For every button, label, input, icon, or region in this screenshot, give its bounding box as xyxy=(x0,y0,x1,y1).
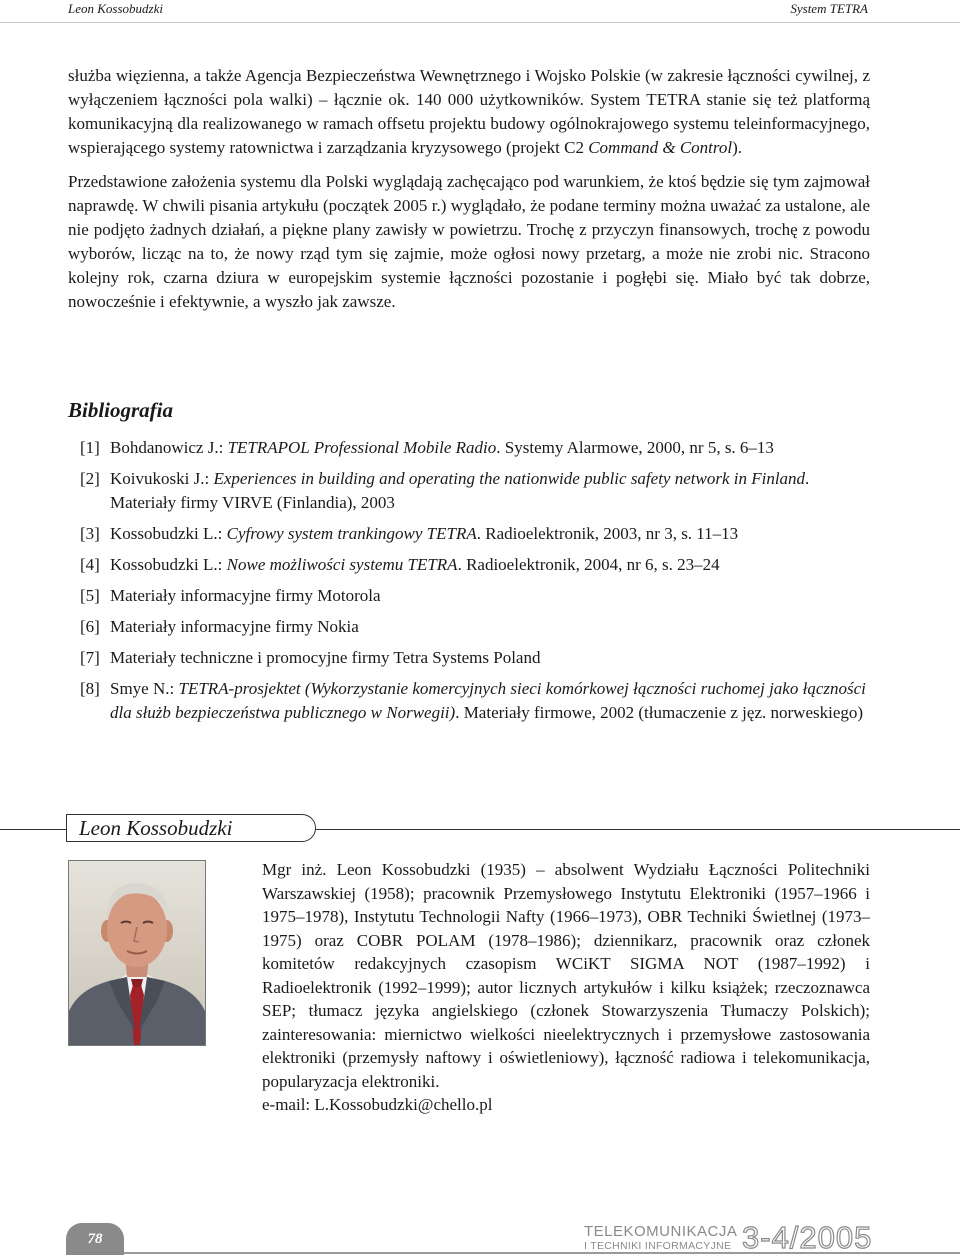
bibliography-number: [6] xyxy=(80,617,100,636)
paragraph-1-text: służba więzienna, a także Agencja Bezpieczeństwa Wewnętrznego i Wojsko Polskie (w zakresie łączności cywilnej, z wyłączeniem łączności pola walki) – łącznie ok. 140 000 użytkowników. System TETRA stanie się też platformą komunikacyjną dla realizowanego w ramach offsetu projektu budowy ogólnokrajowego systemu teleinformacyjnego, wspierającego systemy ratownictwa i zarządzania kryzysowego (projekt C2 xyxy=(68,66,870,157)
bibliography-title: Experiences in building and operating the nationwide public safety network in Finland xyxy=(213,469,806,488)
bibliography-item xyxy=(80,584,870,608)
bibliography-source: . Systemy Alarmowe, 2000, nr 5, s. 6–13 xyxy=(496,438,774,457)
bibliography-number: [8] xyxy=(80,679,100,698)
paragraph-1 xyxy=(68,64,870,160)
bibliography-list xyxy=(80,436,870,732)
bibliography-title: TETRAPOL Professional Mobile Radio xyxy=(227,438,497,457)
bibliography-author: Koivukoski J.: xyxy=(110,469,214,488)
bibliography-title: Cyfrowy system trankingowy TETRA xyxy=(226,524,477,543)
bibliography-item xyxy=(80,522,870,546)
author-name-tab: Leon Kossobudzki xyxy=(66,814,316,842)
bibliography-item xyxy=(80,467,870,515)
bibliography-item xyxy=(80,553,870,577)
bibliography-title: Nowe możliwości systemu TETRA xyxy=(226,555,458,574)
author-email: e-mail: L.Kossobudzki@chello.pl xyxy=(262,1095,493,1114)
bibliography-heading: Bibliografia xyxy=(68,398,174,422)
bibliography-author: Bohdanowicz J.: xyxy=(110,438,228,457)
bibliography-item xyxy=(80,436,870,460)
author-portrait-image xyxy=(69,861,205,1045)
header-title: System TETRA xyxy=(790,1,868,16)
issue-number: 3-4/2005 xyxy=(742,1220,873,1255)
article-body xyxy=(68,64,870,324)
paragraph-1-end: ). xyxy=(732,138,743,157)
bibliography-title: TETRA-prosjektet (Wykorzystanie komercyjnych sieci komórkowej łączności ruchomej jako łączności dla służb bezpieczeństwa publicznego w Norwegii) xyxy=(110,679,866,722)
bibliography-item xyxy=(80,646,870,670)
bibliography-author: Kossobudzki L.: xyxy=(110,555,227,574)
bibliography-number: [5] xyxy=(80,586,100,605)
author-name-band xyxy=(0,814,960,844)
bibliography-number: [1] xyxy=(80,438,100,457)
paragraph-1-italic: Command & Control xyxy=(588,138,733,157)
page-number: 78 xyxy=(66,1223,124,1255)
bibliography-author: Smye N.: xyxy=(110,679,179,698)
journal-name-line2: I TECHNIKI INFORMACYJNE xyxy=(584,1240,732,1252)
bibliography-source: . Materiały firmowe, 2002 (tłumaczenie z jęz. norweskiego) xyxy=(455,703,864,722)
journal-name-line1: TELEKOMUNIKACJA xyxy=(584,1223,738,1240)
bibliography-author: Kossobudzki L.: xyxy=(110,524,227,543)
author-bio xyxy=(262,858,870,1117)
bibliography-author: Materiały informacyjne firmy Motorola xyxy=(110,586,381,605)
bibliography-item xyxy=(80,677,870,725)
bibliography-number: [3] xyxy=(80,524,100,543)
bibliography-number: [4] xyxy=(80,555,100,574)
bibliography-author: Materiały informacyjne firmy Nokia xyxy=(110,617,359,636)
author-photo xyxy=(68,860,206,1046)
paragraph-2: Przedstawione założenia systemu dla Polski wyglądają zachęcająco pod warunkiem, że ktoś będzie się tym zajmował naprawdę. W chwili pisania artykułu (początek 2005 r.) wyglądało, że podane terminy można uważać za ustalone, ale nie podjęto żadnych działań, a piękne plany zawisły w powietrzu. Trochę z przyczyn finansowych, trochę z powodu wyborów, licząc na to, że nowy rząd tym się zajmie, może ogłosi nowy przetarg, a może nie zrobi nic. Stracono kolejny rok, czarna dziura w europejskim systemie łączności pozostanie i pogłębi się. Miało być tak dobrze, nowocześnie i efektywnie, a wyszło jak zawsze. xyxy=(68,172,870,311)
header-author: Leon Kossobudzki xyxy=(68,1,163,16)
bibliography-source: . Radioelektronik, 2004, nr 6, s. 23–24 xyxy=(457,555,720,574)
author-bio-text: Mgr inż. Leon Kossobudzki (1935) – absolwent Wydziału Łączności Politechniki Warszawskiej (1958); pracownik Przemysłowego Instytutu Elektroniki (1957–1966 i 1975–1978), Instytutu Technologii Nafty (1966–1973), OBR Techniki Świetlnej (1973–1975) oraz COBR POLAM (1978–1986); dziennikarz, pracownik oraz członek komitetów redakcyjnych czasopism WCiKT SIGMA NOT (1987–1992) i Radioelektronik (1992–1999); autor licznych artykułów i kilku książek; rzeczoznawca SEP; tłumacz języka angielskiego (członek Stowarzyszenia Tłumaczy Polskich); zainteresowania: miernictwo wielkości nieelektrycznych i przemysłowe zastosowania elektroniki (przemysły naftowy i oświetleniowy), łączność radiowa i telekomunikacja, popularyzacja elektroniki. xyxy=(262,860,870,1091)
bibliography-number: [2] xyxy=(80,469,100,488)
running-header xyxy=(0,0,960,23)
bibliography-source: . Materiały firmy VIRVE (Finlandia), 2003 xyxy=(110,469,810,512)
bibliography-source: . Radioelektronik, 2003, nr 3, s. 11–13 xyxy=(476,524,739,543)
bibliography-author: Materiały techniczne i promocyjne firmy Tetra Systems Poland xyxy=(110,648,541,667)
journal-name xyxy=(584,1224,744,1253)
bibliography-item xyxy=(80,615,870,639)
bibliography-number: [7] xyxy=(80,648,100,667)
